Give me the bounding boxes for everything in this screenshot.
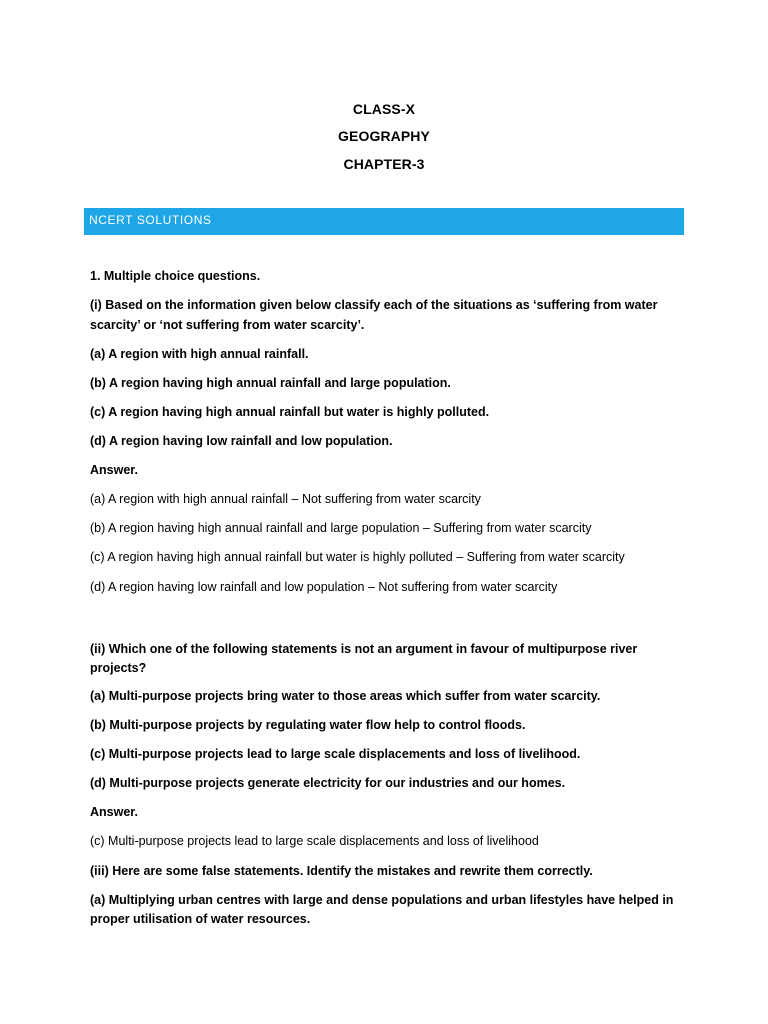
question-1-answer-d: (d) A region having low rainfall and low population – Not suffering from water scarcity xyxy=(90,580,558,594)
question-1-option-c: (c) A region having high annual rainfall but water is highly polluted. xyxy=(90,405,490,419)
question-2-option-b: (b) Multi-purpose projects by regulating water flow help to control floods. xyxy=(90,718,526,732)
question-1-stem-line2: scarcity’ or ‘not suffering from water scarcity’. xyxy=(90,318,365,332)
question-1-answer-b: (b) A region having high annual rainfall and large population – Suffering from water scarcity xyxy=(90,521,592,535)
question-1-stem-line1: (i) Based on the information given below classify each of the situations as ‘suffering from water xyxy=(90,298,658,312)
question-3-item-a-line1: (a) Multiplying urban centres with large and dense populations and urban lifestyles have helped in xyxy=(90,893,674,907)
question-2-option-a: (a) Multi-purpose projects bring water to those areas which suffer from water scarcity. xyxy=(90,689,601,703)
question-2-answer-label: Answer. xyxy=(90,805,138,819)
class-title: CLASS-X xyxy=(352,101,416,117)
question-1-option-a: (a) A region with high annual rainfall. xyxy=(90,347,309,361)
question-2-stem-line2: projects? xyxy=(90,661,147,675)
question-1-answer-c: (c) A region having high annual rainfall but water is highly polluted – Suffering from water scarcity xyxy=(90,550,625,564)
subject-title: GEOGRAPHY xyxy=(338,128,430,144)
question-2-answer: (c) Multi-purpose projects lead to large scale displacements and loss of livelihood xyxy=(90,834,539,848)
question-1-option-d: (d) A region having low rainfall and low population. xyxy=(90,434,393,448)
question-3-stem: (iii) Here are some false statements. Identify the mistakes and rewrite them correctly. xyxy=(90,864,593,878)
banner-label: NCERT SOLUTIONS xyxy=(89,213,212,227)
question-2-option-c: (c) Multi-purpose projects lead to large scale displacements and loss of livelihood. xyxy=(90,747,581,761)
question-3-item-a-line2: proper utilisation of water resources. xyxy=(90,912,311,926)
question-2-option-d: (d) Multi-purpose projects generate electricity for our industries and our homes. xyxy=(90,776,566,790)
section-heading: 1. Multiple choice questions. xyxy=(90,269,261,283)
question-1-answer-label: Answer. xyxy=(90,463,138,477)
question-2-stem-line1: (ii) Which one of the following statements is not an argument in favour of multipurpose river xyxy=(90,642,638,656)
question-1-answer-a: (a) A region with high annual rainfall – Not suffering from water scarcity xyxy=(90,492,481,506)
chapter-title: CHAPTER-3 xyxy=(343,156,425,172)
question-1-option-b: (b) A region having high annual rainfall and large population. xyxy=(90,376,451,390)
ncert-solutions-banner xyxy=(84,208,684,235)
